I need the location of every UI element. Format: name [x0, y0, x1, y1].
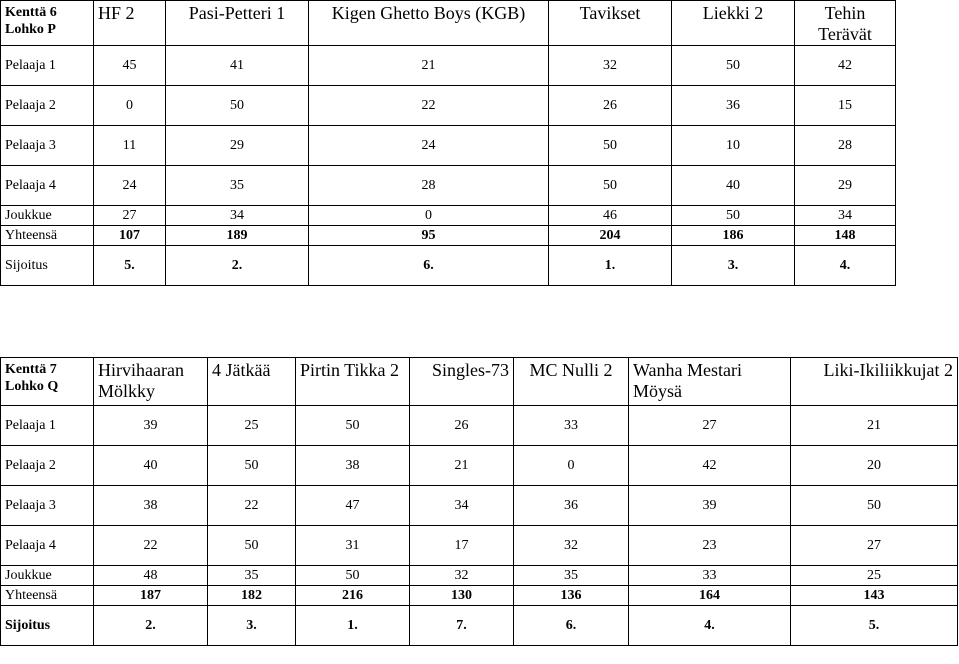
total-cell: 130: [410, 586, 514, 606]
total-cell: 186: [672, 226, 795, 246]
score-cell: 50: [208, 526, 296, 566]
total-row: [1, 226, 896, 246]
team-header: Singles-73: [410, 358, 514, 406]
results-table-kentta-7: [0, 357, 958, 646]
rank-cell: 1.: [296, 606, 410, 646]
row-label: Pelaaja 1: [1, 46, 94, 86]
rank-cell: 2.: [94, 606, 208, 646]
score-cell: 0: [309, 206, 549, 226]
score-cell: 26: [549, 86, 672, 126]
results-table-kentta-6: [0, 0, 896, 286]
total-cell: 182: [208, 586, 296, 606]
group-label: Lohko P: [5, 22, 56, 37]
total-cell: 187: [94, 586, 208, 606]
score-cell: 24: [94, 166, 166, 206]
total-cell: 189: [166, 226, 309, 246]
team-header: HF 2: [94, 1, 166, 46]
score-cell: 46: [549, 206, 672, 226]
score-cell: 0: [94, 86, 166, 126]
row-label: Sijoitus: [1, 606, 94, 646]
score-cell: 27: [629, 406, 791, 446]
table-row: [1, 166, 896, 206]
total-cell: 148: [795, 226, 896, 246]
score-cell: 22: [94, 526, 208, 566]
score-cell: 27: [791, 526, 958, 566]
score-cell: 34: [166, 206, 309, 226]
table-row: [1, 526, 958, 566]
score-cell: 35: [208, 566, 296, 586]
rank-row: [1, 606, 958, 646]
rank-cell: 4.: [629, 606, 791, 646]
score-cell: 35: [514, 566, 629, 586]
rank-cell: 5.: [94, 246, 166, 286]
score-cell: 21: [410, 446, 514, 486]
score-cell: 25: [791, 566, 958, 586]
row-label: Yhteensä: [1, 586, 94, 606]
header-row: [1, 358, 958, 406]
table-row: [1, 126, 896, 166]
rank-cell: 5.: [791, 606, 958, 646]
total-cell: 204: [549, 226, 672, 246]
score-cell: 36: [514, 486, 629, 526]
score-cell: 50: [672, 46, 795, 86]
team-header: Liki-Ikiliikkujat 2: [791, 358, 958, 406]
score-cell: 20: [791, 446, 958, 486]
score-cell: 21: [309, 46, 549, 86]
score-cell: 33: [514, 406, 629, 446]
row-label: Pelaaja 3: [1, 486, 94, 526]
score-cell: 10: [672, 126, 795, 166]
total-cell: 216: [296, 586, 410, 606]
score-cell: 39: [629, 486, 791, 526]
score-cell: 28: [309, 166, 549, 206]
row-label: Joukkue: [1, 206, 94, 226]
score-cell: 42: [629, 446, 791, 486]
score-cell: 35: [166, 166, 309, 206]
row-label: Pelaaja 2: [1, 446, 94, 486]
score-cell: 40: [94, 446, 208, 486]
rank-cell: 3.: [208, 606, 296, 646]
rank-cell: 4.: [795, 246, 896, 286]
total-row: [1, 586, 958, 606]
rank-cell: 7.: [410, 606, 514, 646]
team-header: Liekki 2: [672, 1, 795, 46]
rank-cell: 3.: [672, 246, 795, 286]
group-label: Lohko Q: [5, 379, 59, 394]
team-header: 4 Jätkää: [208, 358, 296, 406]
row-label: Pelaaja 4: [1, 166, 94, 206]
field-group-label: [1, 358, 94, 406]
team-header: Pasi-Petteri 1: [166, 1, 309, 46]
score-cell: 50: [549, 126, 672, 166]
score-cell: 47: [296, 486, 410, 526]
score-cell: 27: [94, 206, 166, 226]
row-label: Pelaaja 1: [1, 406, 94, 446]
team-header: Hirvihaaran Mölkky: [94, 358, 208, 406]
score-cell: 32: [514, 526, 629, 566]
score-cell: 45: [94, 46, 166, 86]
score-cell: 36: [672, 86, 795, 126]
score-cell: 50: [208, 446, 296, 486]
table-row: [1, 406, 958, 446]
total-cell: 143: [791, 586, 958, 606]
score-cell: 29: [795, 166, 896, 206]
team-header: Pirtin Tikka 2: [296, 358, 410, 406]
row-label: Yhteensä: [1, 226, 94, 246]
score-cell: 29: [166, 126, 309, 166]
score-cell: 25: [208, 406, 296, 446]
table-row: [1, 566, 958, 586]
rank-row: [1, 246, 896, 286]
row-label: Pelaaja 3: [1, 126, 94, 166]
score-cell: 24: [309, 126, 549, 166]
field-label: Kenttä 6: [5, 5, 57, 20]
team-header: Tavikset: [549, 1, 672, 46]
team-header: Kigen Ghetto Boys (KGB): [309, 1, 549, 46]
score-cell: 34: [410, 486, 514, 526]
score-cell: 50: [672, 206, 795, 226]
row-label: Pelaaja 4: [1, 526, 94, 566]
field-group-label: [1, 1, 94, 46]
total-cell: 136: [514, 586, 629, 606]
score-cell: 22: [208, 486, 296, 526]
field-label: Kenttä 7: [5, 362, 57, 377]
team-header: MC Nulli 2: [514, 358, 629, 406]
score-cell: 38: [296, 446, 410, 486]
score-cell: 32: [410, 566, 514, 586]
score-cell: 38: [94, 486, 208, 526]
score-cell: 21: [791, 406, 958, 446]
score-cell: 34: [795, 206, 896, 226]
total-cell: 164: [629, 586, 791, 606]
score-cell: 50: [296, 566, 410, 586]
rank-cell: 1.: [549, 246, 672, 286]
score-cell: 11: [94, 126, 166, 166]
score-cell: 26: [410, 406, 514, 446]
team-header: Wanha Mestari Möysä: [629, 358, 791, 406]
score-cell: 17: [410, 526, 514, 566]
table-row: [1, 46, 896, 86]
score-cell: 39: [94, 406, 208, 446]
score-cell: 50: [296, 406, 410, 446]
row-label: Sijoitus: [1, 246, 94, 286]
score-cell: 0: [514, 446, 629, 486]
score-cell: 40: [672, 166, 795, 206]
row-label: Joukkue: [1, 566, 94, 586]
score-cell: 15: [795, 86, 896, 126]
table-row: [1, 446, 958, 486]
table-row: [1, 206, 896, 226]
row-label: Pelaaja 2: [1, 86, 94, 126]
score-cell: 50: [549, 166, 672, 206]
rank-cell: 6.: [309, 246, 549, 286]
score-cell: 42: [795, 46, 896, 86]
table-row: [1, 86, 896, 126]
score-cell: 50: [791, 486, 958, 526]
score-cell: 50: [166, 86, 309, 126]
score-cell: 48: [94, 566, 208, 586]
table-row: [1, 486, 958, 526]
score-cell: 32: [549, 46, 672, 86]
total-cell: 95: [309, 226, 549, 246]
score-cell: 31: [296, 526, 410, 566]
rank-cell: 6.: [514, 606, 629, 646]
score-cell: 23: [629, 526, 791, 566]
score-cell: 33: [629, 566, 791, 586]
rank-cell: 2.: [166, 246, 309, 286]
team-header: Tehin Terävät: [795, 1, 896, 46]
score-cell: 22: [309, 86, 549, 126]
score-cell: 41: [166, 46, 309, 86]
score-cell: 28: [795, 126, 896, 166]
total-cell: 107: [94, 226, 166, 246]
header-row: [1, 1, 896, 46]
